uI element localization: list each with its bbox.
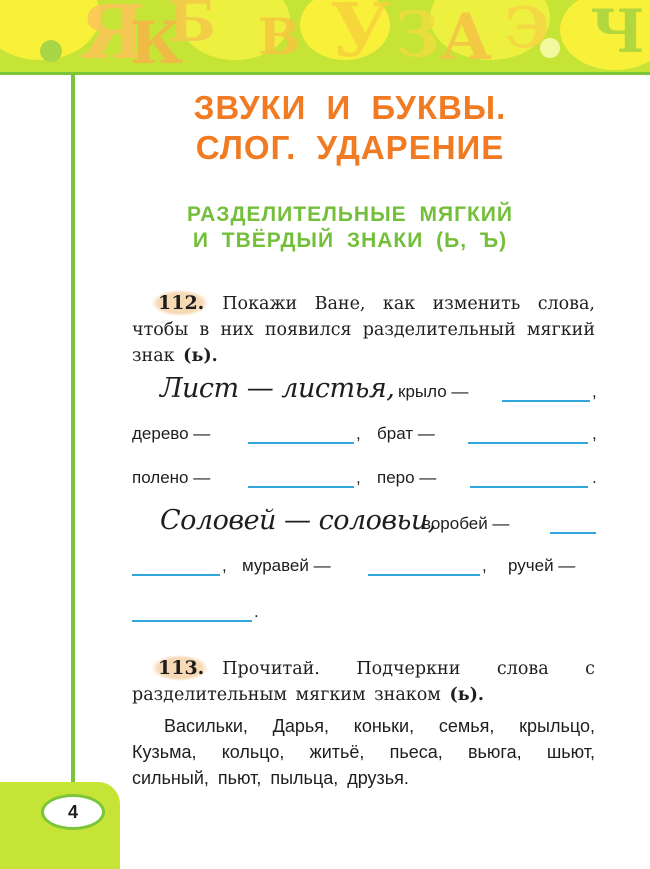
word-prompt: муравей — <box>242 556 331 575</box>
punctuation: , <box>356 468 361 487</box>
handwritten-example: Соловей — соловьи, <box>160 505 436 536</box>
word-prompt: крыло — <box>398 382 469 401</box>
chapter-title-line1: ЗВУКИ И БУКВЫ. <box>193 89 507 126</box>
decor-letter: В <box>258 7 301 66</box>
punctuation: , <box>482 556 487 575</box>
decor-letter: З <box>395 0 440 71</box>
chapter-title <box>140 88 560 168</box>
word-prompt: ручей — <box>508 556 576 575</box>
punctuation: , <box>592 424 597 443</box>
exercise-112-row-4 <box>132 502 595 540</box>
punctuation: , <box>356 424 361 443</box>
soft-sign-label: (ь). <box>449 685 484 705</box>
word-list-text: Васильки, Дарья, коньки, семья, крыльцо, <box>164 716 595 736</box>
answer-blank[interactable] <box>248 486 354 488</box>
punctuation: , <box>222 556 227 575</box>
answer-blank[interactable] <box>368 574 480 576</box>
answer-blank[interactable] <box>470 486 588 488</box>
page-number: 4 <box>41 794 105 830</box>
decorative-header-band <box>0 0 650 72</box>
soft-sign-label: (ь). <box>183 346 218 366</box>
word-list-line: Кузьма, кольцо, житьё, пьеса, вьюга, шьют, <box>132 742 595 762</box>
decor-letter: Б <box>168 0 216 55</box>
section-title-line1: РАЗДЕЛИТЕЛЬНЫЕ МЯГКИЙ <box>186 203 513 226</box>
handwritten-example: Лист — листья, <box>160 373 395 404</box>
exercise-112-row-5 <box>132 552 595 582</box>
word-prompt: брат — <box>377 424 435 443</box>
word-prompt: полено — <box>132 468 211 487</box>
exercise-112-instruction <box>132 290 595 369</box>
header-divider <box>0 72 650 75</box>
decor-letter: Э <box>505 0 550 61</box>
exercise-113-word-list <box>132 713 595 791</box>
decor-letter: К <box>130 9 183 72</box>
answer-blank[interactable] <box>132 574 220 576</box>
exercise-number-badge: 112. <box>152 290 208 316</box>
word-prompt: дерево — <box>132 424 211 443</box>
instruction-text: Прочитай. Подчеркни слова с разделительным мягким знаком <box>132 659 595 705</box>
punctuation: , <box>592 382 597 401</box>
exercise-112-row-2 <box>132 420 595 450</box>
answer-blank[interactable] <box>468 442 588 444</box>
exercise-113-instruction <box>132 655 595 708</box>
word-prompt: воробей — <box>422 514 510 533</box>
word-prompt: перо — <box>377 468 437 487</box>
word-list-line <box>132 713 595 739</box>
exercise-112-row-3 <box>132 464 595 494</box>
section-title-line2: И ТВЁРДЫЙ ЗНАКИ (Ь, Ъ) <box>192 229 508 252</box>
punctuation: . <box>254 602 259 621</box>
exercise-number-badge: 113. <box>152 655 208 681</box>
chapter-title-line2: СЛОГ. УДАРЕНИЕ <box>195 129 505 166</box>
instruction-text: Покажи Ване, как изменить слова, чтобы в них появился разделительный мягкий знак <box>132 294 595 366</box>
answer-blank[interactable] <box>248 442 354 444</box>
answer-blank[interactable] <box>550 532 596 534</box>
word-list-line: сильный, пьют, пыльца, друзья. <box>132 768 409 788</box>
punctuation: . <box>592 468 597 487</box>
decor-letter: А <box>440 0 493 72</box>
answer-blank[interactable] <box>132 620 252 622</box>
exercise-112-row-6 <box>132 598 595 628</box>
decor-letter: Ч <box>590 0 645 67</box>
margin-line <box>71 75 75 797</box>
decor-letter: У <box>330 0 391 72</box>
exercise-112-row-1 <box>132 372 595 408</box>
answer-blank[interactable] <box>502 400 590 402</box>
decor-letter: Я <box>80 0 146 72</box>
section-title <box>140 202 560 254</box>
